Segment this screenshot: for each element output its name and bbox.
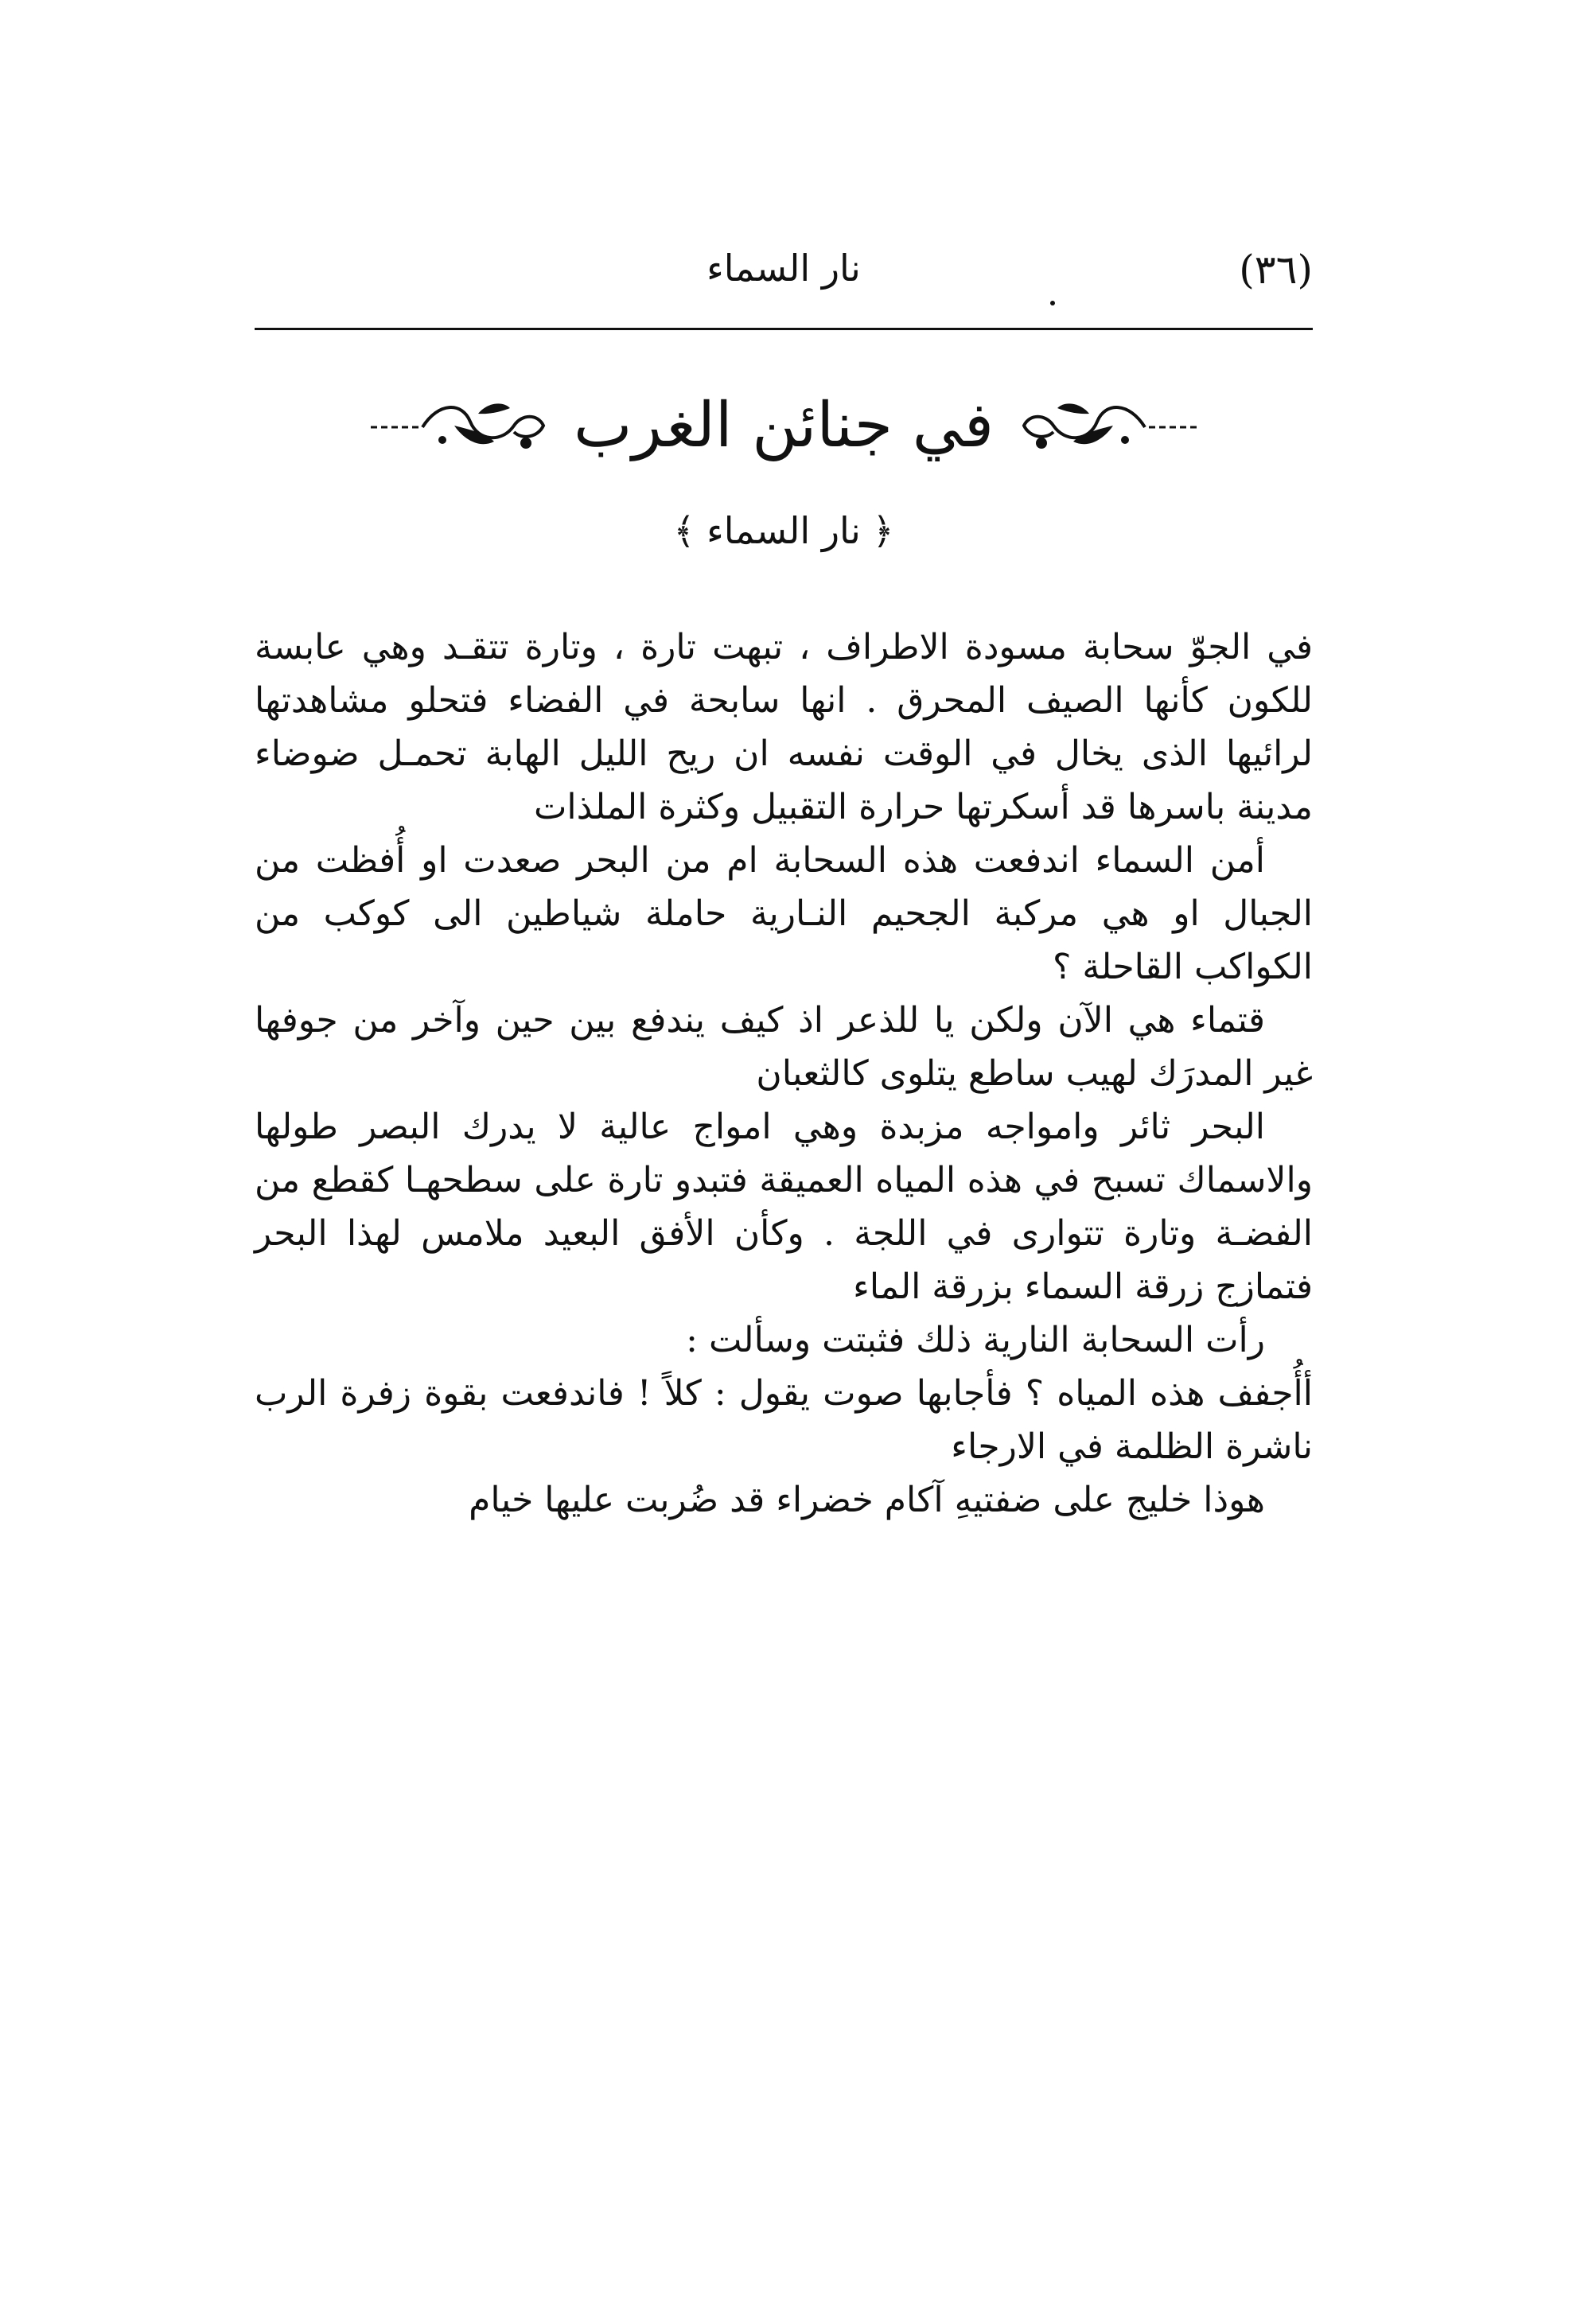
page-number: (٣٦) [1239,247,1313,293]
header-dot [1050,301,1055,305]
chapter-title: في جنائن الغرب [573,390,995,461]
running-header [255,239,1313,326]
header-rule [255,328,1313,330]
section-heading: ﴿ نار السماء ﴾ [673,509,894,552]
chapter-heading [255,374,1313,477]
floral-ornament-icon [1018,394,1201,457]
paragraph: البحر ثائر وامواجه مزبدة وهي امواج عالية لا يدرك البصر طولها والاسماك تسبح في هذه المياه العميقة فتبدو تارة على سطحهـا كقطع من الفضـة وتارة تتوارى في اللجة . وكأن الأفق البعيد ملامس لهذا البحر فتمازج زرقة السماء بزرقة الماء [255,1107,1313,1307]
paragraph: في الجوّ سحابة مسودة الاطراف ، تبهت تارة ، وتارة تتقـد وهي عابسة للكون كأنها الصيف المحرق . انها سابحة في الفضاء فتحلو مشاهدتها لرائيها الذى يخال في الوقت نفسه ان ريح الليل الهابة تحمـل ضوضاء مدينة باسرها قد أسكرتها حرارة التقبيل وكثرة الملذات [255,627,1313,827]
paragraph: رأت السحابة النارية ذلك فثبتت وسألت : [686,1320,1265,1360]
floral-ornament-icon [367,394,550,457]
paragraph: أمن السماء اندفعت هذه السحابة ام من البحر صعدت او أُفظت من الجبال او هي مركبة الجحيم النـارية حاملة شياطين الى كوكب من الكواكب القاحلة ؟ [255,840,1313,987]
body-text [255,621,1313,1527]
paragraph: قتماء هي الآن ولكن يا للذعر اذ كيف يندفع بين حين وآخر من جوفها غير المدرَك لهيب ساطع يتلوى كالثعبان [255,1000,1313,1094]
paragraph: أأُجفف هذه المياه ؟ فأجابها صوت يقول : كلاً ! فاندفعت بقوة زفرة الرب ناشرة الظلمة في الارجاء [255,1373,1313,1467]
running-title: نار السماء [707,247,861,290]
paragraph: هوذا خليج على ضفتيهِ آكام خضراء قد ضُربت عليها خيام [469,1480,1265,1520]
